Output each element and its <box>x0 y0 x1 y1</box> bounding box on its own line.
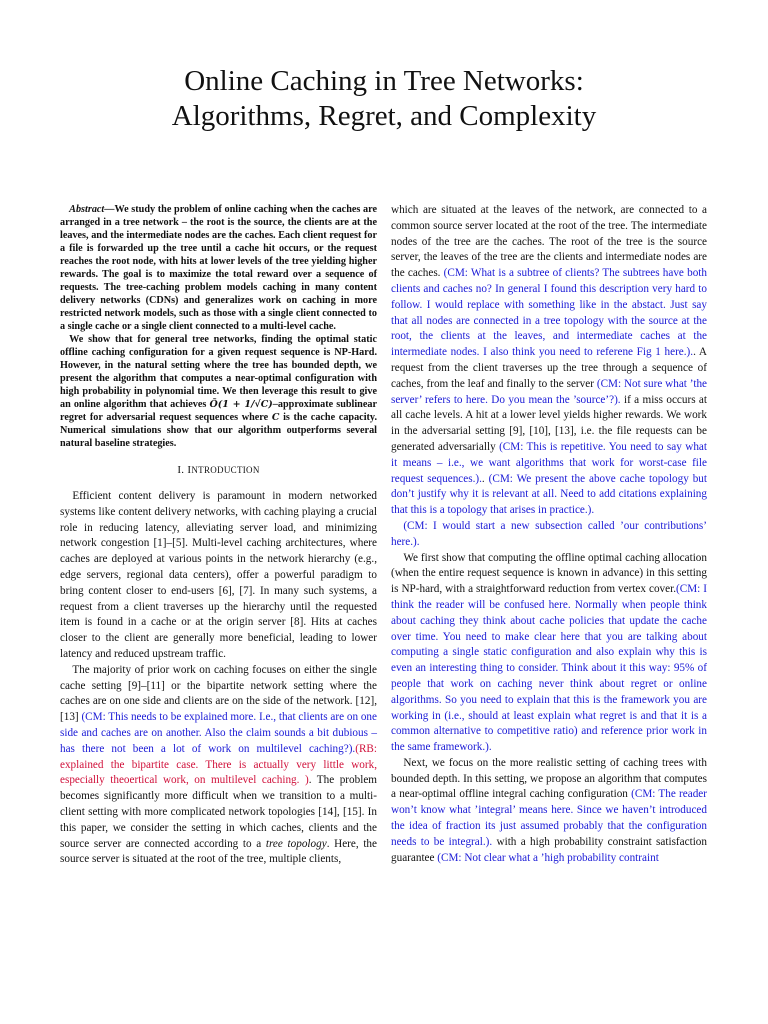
abstract-paragraph-2 <box>60 333 377 450</box>
right-paragraph-2 <box>391 519 707 551</box>
right-column <box>391 203 707 866</box>
intro-body-left <box>60 489 377 868</box>
cm-comment-subtree: (CM: What is a subtree of clients? The subtrees have both clients and caches no? In general I found this description very hard to follow. I would replace with something like in the abstact. Just say that all nodes are connected in a tree topology with the source at the root, the clients at the leaves, and intermediate caches at the intermediate nodes. I also think you need to referene Fig 1 here.). <box>391 267 707 359</box>
right-text-1b: . A request from the client traverses up the tree through a sequence of caches, from the leaf and finally to the server <box>391 346 707 390</box>
section-numeral: I. I <box>177 464 192 476</box>
cm-comment-repetitive: (CM: This is repetitive. You need to say what it means – i.e., we want algorithms that work for worst-case file request sequences.). <box>391 440 707 485</box>
section-heading-introduction <box>60 463 377 477</box>
right-text-1d: . <box>481 472 489 485</box>
right-paragraph-1 <box>391 203 707 519</box>
right-paragraph-3 <box>391 551 707 756</box>
abstract-label: Abstract <box>69 204 105 215</box>
intro-paragraph-1: Efficient content delivery is paramount in modern networked systems like content delivery networks, with caching playing a crucial role in reducing latency, alleviating server load, and minimizing network congestion [1]–[5]. Multi-level caching architectures, where caches are deployed at various points in the network hierarchy (e.g., edge servers, regional data centers), offer a powerful paradigm to bring content closer to end-users [6], [7]. In many such systems, a request from a client traverses up the hierarchy until the requested item is found in a cache or at the origin server [8]. Hits at caches closer to the client are generally more beneficial, leading to lower latency and reduced upstream traffic. <box>60 490 377 660</box>
right-text-1a: which are situated at the leaves of the network, are connected to a common source server located at the root of the tree. The intermediate nodes of the tree are the caches. The root of the tree is the source server, the leaves of the tree are the clients and intermediate nodes are the caches. <box>391 204 707 280</box>
cm-comment: (CM: This needs to be explained more. I.e., that clients are on one side and caches are on another. Also the claim sounds a bit dubious – has there not been a lot of work on multilevel caching?). <box>60 711 377 755</box>
intro-paragraph-2 <box>60 663 377 868</box>
left-column <box>60 203 377 868</box>
regret-bound-formula: Õ(1 + 1/√C) <box>209 399 273 410</box>
intro-text-2c: . Here, the source server is situated at the root of the tree, multiple clients, <box>60 837 377 866</box>
rb-comment: (RB: explained the bipartite case. There is actually very little work, especially theoertical work, on multilevel caching. ) <box>60 742 377 787</box>
right-paragraph-4 <box>391 756 707 867</box>
cache-capacity-symbol: C <box>271 412 280 423</box>
tree-topology-term: tree topology <box>265 837 327 850</box>
right-text-4b: with a high probability constraint satisfaction guarantee <box>391 835 707 864</box>
abstract-text-2b: –approximate sublinear regret for adversarial request sequences where <box>60 399 377 423</box>
title-line-1: Online Caching in Tree Networks: <box>184 65 584 97</box>
right-text-1c: if a miss occurs at all cache levels. A hit at a lower level yields higher rewards. We work in the adversarial setting [9], [10], [13], i.e. the file requests can be generated adversarially <box>391 393 708 453</box>
section-title-smallcaps: NTRODUCTION <box>191 465 260 475</box>
cm-comment-static-config: (CM: I think the reader will be confused here. Normally when people think about caching they think about cache policies that update the cache over time. You need to make clear here that you are talking about computing a single static configuration and also explain why this is even an interesting thing to consider. Think about it this way: 95% of people that work on caching never think about regret or online algorithms. So you need to explain that this is the framework you are working in (i.e., should at least explain what regret is and that it is a common alternative to competitive ratio) and reference prior work in the same framework.). <box>391 583 707 754</box>
cm-comment-subsection: (CM: I would start a new subsection called ’our contributions’ here.). <box>391 519 707 548</box>
title-line-2: Algorithms, Regret, and Complexity <box>171 100 597 132</box>
cm-comment-server: (CM: Not sure what ’the server’ refers to here. Do you mean the ’source’?). <box>391 377 707 406</box>
abstract-text-2c: is the cache capacity. Numerical simulations show that our algorithm outperforms several natural baseline strategies. <box>60 412 378 449</box>
right-text-3a: We first show that computing the offline optimal caching allocation (when the entire request sequence is known in advance) in this setting is NP-hard, with a straightforward reduction from vertex cover. <box>391 551 707 596</box>
paper-title <box>0 64 768 134</box>
intro-text-2b: . The problem becomes significantly more difficult when we transition to a multi-client setting with more complicated network topologies [14], [15]. In this paper, we consider the setting in which caches, clients and the source server are connected according to a <box>60 774 377 850</box>
abstract-text-1: —We study the problem of online caching when the caches are arranged in a tree network – the root is the source, the clients are at the leaves, and the intermediate nodes are the caches. Each client request for a file is forwarded up the tree until a cache hit occurs, or the request reaches the root node, with hits at lower levels of the tree yielding higher rewards. The goal is to maximize the total reward over a sequence of requests. The tree-caching problem models caching in many content delivery networks (CDNs) and generalizes work on caching in more restricted network models, such as those with a single client connected to a single cache or a single client connected to a multi-level cache. <box>60 204 377 332</box>
intro-text-2a: The majority of prior work on caching focuses on either the single cache setting [9]–[11] or the bipartite network setting where the caches are on one side and clients are on the side of the network. [12], [13] <box>60 663 377 724</box>
abstract <box>60 203 377 450</box>
cm-comment-constraint: (CM: Not clear what a ’high probability contraint <box>437 851 659 864</box>
abstract-text-2a: We show that for general tree networks, finding the optimal static offline caching configuration for a given request sequence is NP-Hard. However, in the natural setting where the tree has bounded depth, we present the algorithm that computes a near-optimal configuration with high probability in polynomial time. We then leverage this result to give an online algorithm that achieves <box>60 334 377 410</box>
cm-comment-topology: (CM: We present the above cache topology but don’t justify why it is relevant at all. Need to add citations explaining that this is a topology that arises in practice.). <box>391 472 708 517</box>
abstract-paragraph-1 <box>60 203 377 333</box>
right-text-4a: Next, we focus on the more realistic setting of caching trees with bounded depth. In this setting, we propose an algorithm that computes a near-optimal offline integral caching configuration <box>391 756 707 801</box>
cm-comment-integral: (CM: The reader won’t know what ’integral’ means here. Since we haven’t introduced the idea of fraction its just assumed probably that the configuration needs to be integral.). <box>391 788 707 848</box>
